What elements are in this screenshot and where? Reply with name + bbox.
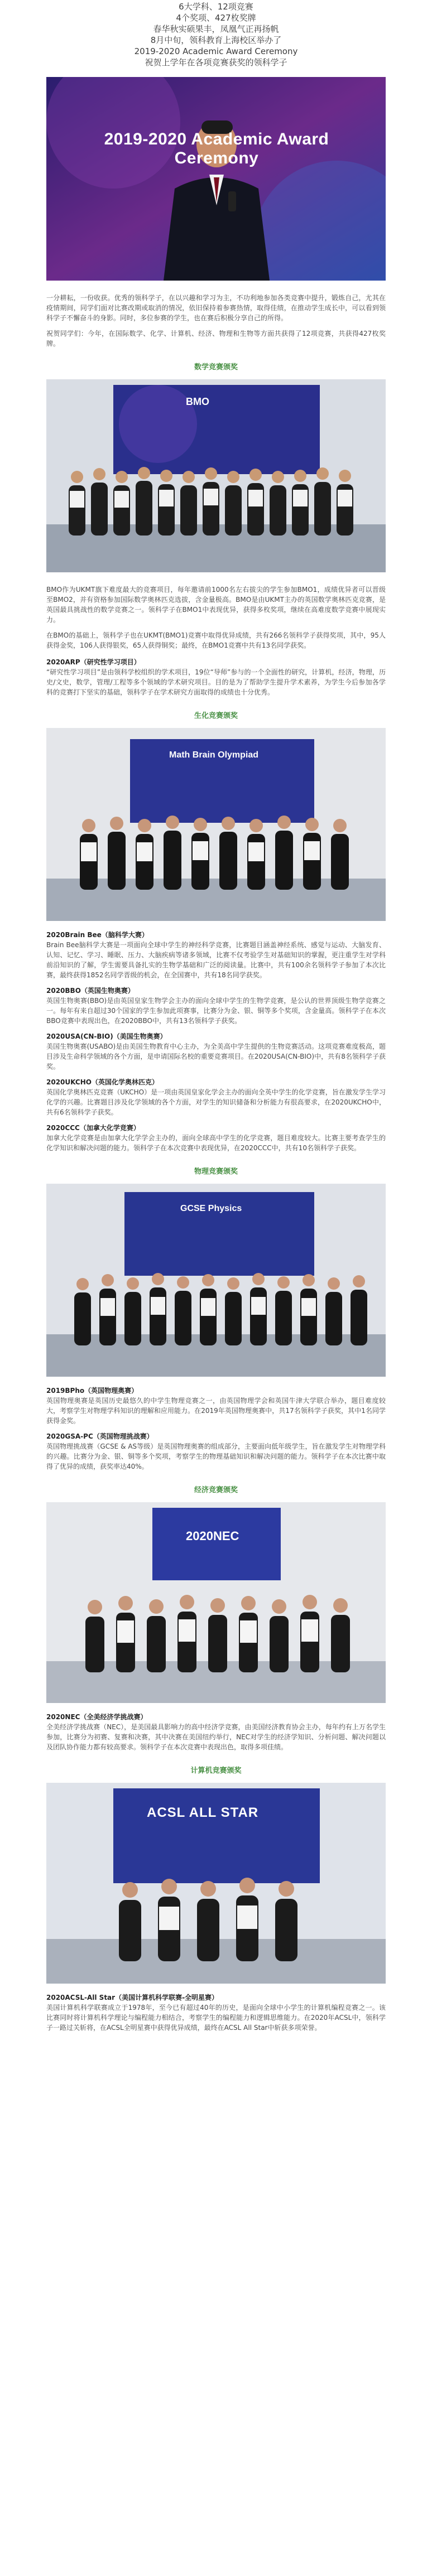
cs-award-photo bbox=[46, 1783, 386, 1984]
math-result-paragraph: 在BMO的基础上，领科学子也在UKMT(BMO1)竞赛中取得优异成绩，共有266名领科学子获得奖项，其中，95人获得金奖，106人获得银奖，65人获得铜奖；最终，在BMO1竞赛中共有13名同学获奖。 bbox=[46, 631, 386, 649]
arp-title: 2020ARP（研究性学习项目） bbox=[46, 658, 141, 666]
acsl-text: 美国计算机科学联赛成立于1978年，至今已有超过40年的历史，是面向全球中小学生的计算机编程竞赛之一。该比赛同时将计算机科学理论与编程能力相结合，考察学生的编程能力和逻辑思维能力。在2020年ACSL中，领科学子一路过关斩将，在ACSL全明星赛中获得优异成绩，最终在ACSL All Star中斩获多项荣誉。 bbox=[46, 2004, 386, 2032]
intro-line-3: 春华秋实硕果丰，凤凰气正再扬帆 bbox=[153, 24, 279, 34]
physics-photo-label: GCSE Physics bbox=[180, 1204, 242, 1213]
congrats-paragraph: 祝贺同学们：今年，在国际数学、化学、计算机、经济、物理和生物等方面共获得了12项竞赛，共获得427枚奖牌。 bbox=[46, 330, 386, 348]
banner-title: 2019-2020 Academic Award Ceremony bbox=[104, 130, 329, 167]
pho-text: 英国物理奥赛是英国历史最悠久的中学生物理竞赛之一，由英国物理学会和英国牛津大学联合举办，题目难度较大，考察学生对物理学科知识的理解和应用能力。在2019年英国物理奥赛中，共17名领科学子获奖，其中1名同学获得金奖。 bbox=[46, 1397, 386, 1425]
math-photo-label: BMO bbox=[186, 396, 209, 407]
brainbee-title: 2020Brain Bee（脑科学大赛） bbox=[46, 931, 148, 939]
intro-block bbox=[0, 0, 432, 68]
gsa-text: 英国物理挑战赛（GCSE & AS等级）是英国物理奥赛的组成部分，主要面向低年级学生，旨在激发学生对物理学科的兴趣。比赛分为金、银、铜等多个奖项，考察学生的物理基础知识和解决问题的能力。领科学子在本次比赛中取得了优异的成绩，获奖率达40%。 bbox=[46, 1443, 386, 1470]
gsa-title: 2020GSA-PC（英国物理挑战赛） bbox=[46, 1432, 153, 1440]
intro-paragraph: 一分耕耘，一份收获。优秀的领科学子，在以兴趣和学习为主，不功利地参加各类竞赛中提升，锻炼自己，尤其在疫情期间，同学们面对比赛改期或取消的情况，依旧保持着参赛热情，取得佳绩，在推动学生成长中，可以看到领科学子不懈奋斗的身影。同时，多位参赛的学生，也在赛后积极分享自己的所得。 bbox=[46, 294, 386, 322]
ccc-title: 2020CCC（加拿大化学竞赛） bbox=[46, 1124, 140, 1132]
econ-award-photo bbox=[46, 1502, 386, 1703]
intro-line-6: 祝贺上学年在各项竞赛获奖的领科学子 bbox=[145, 57, 287, 67]
bbo-title: 2020BBO（英国生物奥赛） bbox=[46, 987, 135, 995]
econ-photo-label: 2020NEC bbox=[186, 1529, 239, 1543]
math-paragraph: BMO作为UKMT旗下难度最大的竞赛项目，每年邀请前1000名左右拔尖的学生参加BMO1，成绩优异者可以晋级至BMO2，并有资格参加国际数学奥林匹克选拔，含金量极高。BMO是由UKMT主办的英国数学奥林匹克竞赛，是英国最具挑战性的数学竞赛之一。领科学子在BMO1中表现优异，获得多枚奖项，继续在高难度数学竞赛中展现实力。 bbox=[46, 586, 386, 624]
section-title-bio: 生化竞赛颁奖 bbox=[194, 712, 238, 720]
usabo-title: 2020USA(CN-BIO)（美国生物奥赛） bbox=[46, 1033, 167, 1040]
ukcho-text: 英国化学奥林匹克竞赛（UKCHO）是一项由英国皇家化学会主办的面向全英中学生的化学竞赛，旨在激发学生学习化学的兴趣。比赛题目涉及化学领域的各个方面，对学生的知识储备和分析能力有很高要求，在2020UKCHO中，共有6名领科学子获奖。 bbox=[46, 1088, 386, 1116]
bio-award-photo bbox=[46, 728, 386, 921]
section-title-econ: 经济竞赛颁奖 bbox=[194, 1486, 238, 1494]
ukcho-title: 2020UKCHO（英国化学奥林匹克） bbox=[46, 1078, 159, 1086]
bbo-text: 英国生物奥赛(BBO)是由英国皇家生物学会主办的面向全球中学生的生物学竞赛，是公认的世界顶级生物学竞赛之一。每年有来自超过30个国家的学生参加此项赛事，比赛分为金、银、铜等多个奖项，含金量高。领科学子在本次BBO竞赛中表现出色，在2020BBO中，共有13名领科学子获奖。 bbox=[46, 997, 386, 1025]
section-title-math: 数学竞赛颁奖 bbox=[194, 363, 238, 372]
pho-title: 2019BPho（英国物理奥赛） bbox=[46, 1387, 138, 1395]
math-award-photo bbox=[46, 379, 386, 572]
intro-line-5: 2019-2020 Academic Award Ceremony bbox=[134, 46, 298, 56]
acsl-title: 2020ACSL-All Star（美国计算机科学联赛-全明星赛） bbox=[46, 1994, 219, 2001]
usabo-text: 美国生物奥赛(USABO)是由美国生物教育中心主办，为全美高中学生提供的生物竞赛活动。这项竞赛难度极高，题目涉及生命科学领域的各个方面，是申请国际名校的重要竞赛项目。在2020USA(CN-BIO)中，共有8名领科学子获奖。 bbox=[46, 1043, 386, 1070]
cs-photo-label: ACSL ALL STAR bbox=[147, 1805, 259, 1820]
bio-photo-label: Math Brain Olympiad bbox=[169, 750, 259, 760]
section-title-cs: 计算机竞赛颁奖 bbox=[190, 1767, 242, 1775]
intro-line-1: 6大学科、12项竞赛 bbox=[179, 2, 253, 12]
intro-line-2: 4个奖项、427枚奖牌 bbox=[176, 13, 256, 23]
ccc-text: 加拿大化学竞赛是由加拿大化学学会主办的，面向全球高中学生的化学竞赛，题目难度较大。比赛主要考查学生的化学知识和解决问题的能力。领科学子在本次竞赛中表现优异，在2020CCC中，共有10名领科学子获奖。 bbox=[46, 1134, 386, 1152]
section-title-physics: 物理竞赛颁奖 bbox=[194, 1168, 238, 1176]
nec-text: 全美经济学挑战赛（NEC），是美国最具影响力的高中经济学竞赛，由美国经济教育协会主办，每年约有上万名学生参加，比赛分为初赛、复赛和决赛，其中决赛在美国纽约举行，NEC对学生的经济学知识、分析问题、解决问题以及团队协作能力都有较高要求。领科学子在本次竞赛中表现出色，取得多项佳绩。 bbox=[46, 1723, 386, 1751]
physics-award-photo bbox=[46, 1184, 386, 1377]
nec-title: 2020NEC（全美经济学挑战赛） bbox=[46, 1713, 147, 1721]
ceremony-banner-photo bbox=[46, 77, 386, 281]
brainbee-text: Brain Bee脑科学大赛是一项面向全球中学生的神经科学竞赛，比赛题目涵盖神经系统、感觉与运动、大脑发育、认知、记忆、学习、睡眠、压力、大脑疾病等诸多领域，比赛不仅考验学生对基础知识的掌握，更注重学生对学科前沿知识的了解，学生需要具备扎实的生物学基础和广泛的阅读量。比赛中，共有100余名领科学子参加了本次比赛，最终获得1852名同学晋级的机会，在全国赛中，共有18名同学获奖。 bbox=[46, 941, 386, 979]
intro-line-4: 8月中旬，领科教育上海校区举办了 bbox=[150, 35, 282, 45]
arp-text: “研究性学习项目”是由领科学校组织的学术项目，19位“导师”参与的一个全面性的研究，计算机，经济，物理，历史/文史，数学，管理/工程等多个领域的学术研究项目。目的是为了帮助学生提升学术素养，为学生今后参加各学科的竞赛打下坚实的基础，领科学子在学术研究方面取得的成绩也十分优秀。 bbox=[46, 668, 386, 696]
